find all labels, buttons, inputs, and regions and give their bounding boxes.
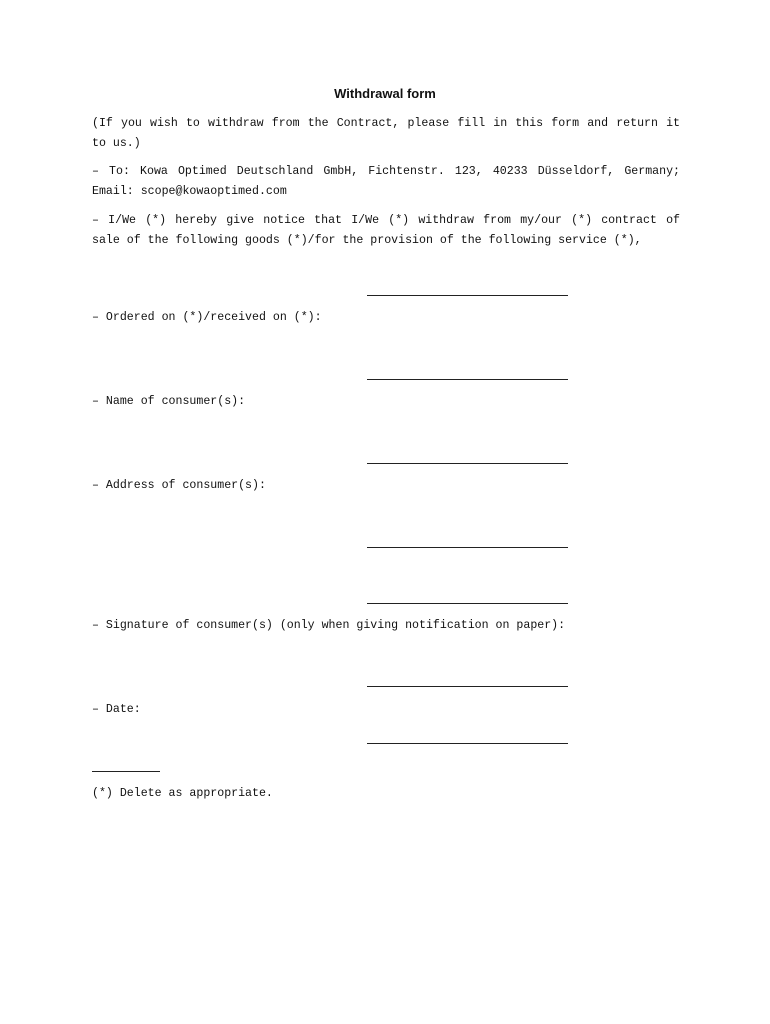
intro-paragraph: (If you wish to withdraw from the Contract, please fill in this form and return it to us.)	[92, 117, 680, 150]
date-line	[367, 743, 568, 744]
consumer-address-line-1	[367, 547, 568, 548]
consumer-address-label: – Address of consumer(s):	[92, 479, 266, 492]
consumer-address-line-2	[367, 603, 568, 604]
footnote-separator	[92, 771, 160, 772]
consumer-signature-label: – Signature of consumer(s) (only when giving notification on paper):	[92, 619, 566, 632]
consumer-signature-line	[367, 686, 568, 687]
goods-signature-line	[367, 295, 568, 296]
footnote-text: (*) Delete as appropriate.	[92, 787, 273, 800]
date-label: – Date:	[92, 703, 141, 716]
ordered-on-line	[367, 379, 568, 380]
ordered-on-label: – Ordered on (*)/received on (*):	[92, 311, 322, 324]
consumer-name-line	[367, 463, 568, 464]
notice-paragraph: – I/We (*) hereby give notice that I/We (*) withdraw from my/our (*) contract of sale of the following goods (*)/for the provision of the following service (*),	[92, 214, 680, 247]
recipient-paragraph: – To: Kowa Optimed Deutschland GmbH, Fichtenstr. 123, 40233 Düsseldorf, Germany; Email: scope@kowaoptimed.com	[92, 165, 680, 198]
page-title: Withdrawal form	[334, 86, 436, 101]
consumer-name-label: – Name of consumer(s):	[92, 395, 246, 408]
